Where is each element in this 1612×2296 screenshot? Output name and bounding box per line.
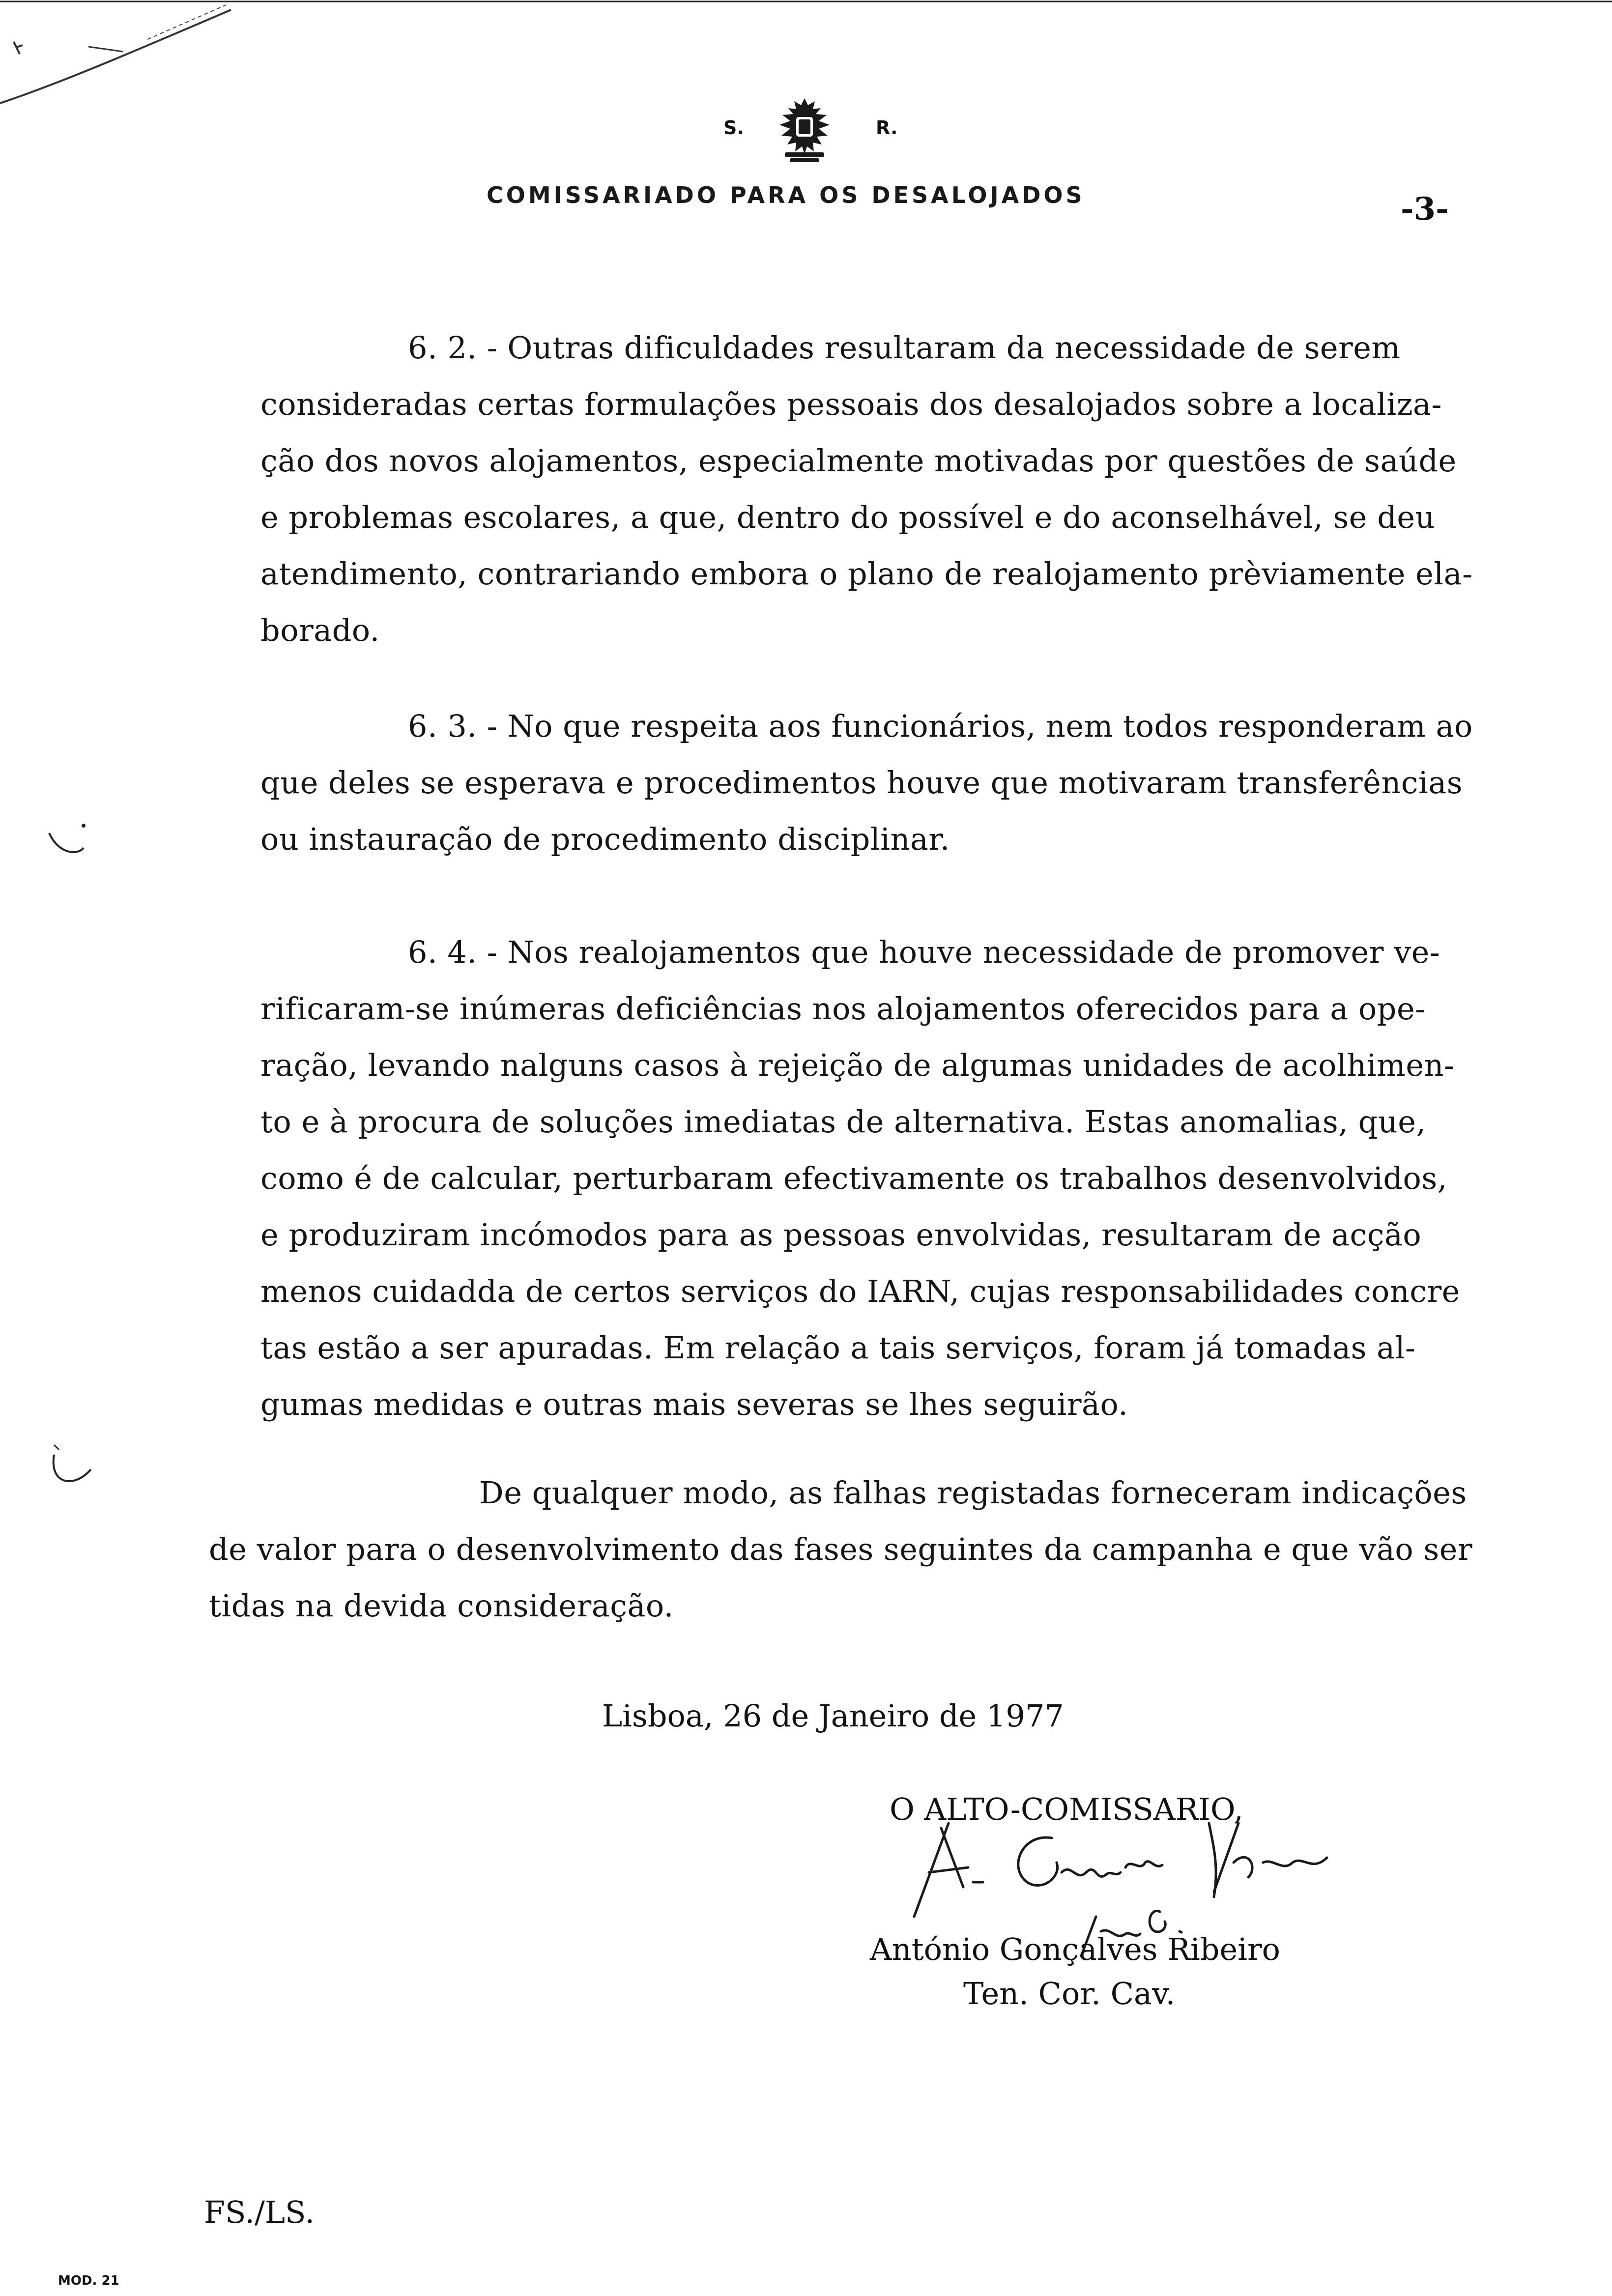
form-code: MOD. 21 [58,2273,119,2288]
text-line: tas estão a ser apuradas. Em relação a tais serviços, foram já tomadas al- [260,1330,1416,1366]
text-line: 6. 2. - Outras dificuldades resultaram da necessidade de serem [408,330,1401,366]
text-line: ou instauração de procedimento disciplinar. [260,821,950,857]
text-line: rificaram-se inúmeras deficiências nos alojamentos oferecidos para a ope- [260,991,1426,1027]
paragraph-6-3 [260,698,1473,867]
signatory-title: O ALTO-COMISSARIO, [890,1791,1243,1827]
text-line: ração, levando nalguns casos à rejeição de algumas unidades de acolhimen- [260,1047,1455,1083]
text-line: 6. 4. - Nos realojamentos que houve necessidade de promover ve- [408,934,1440,970]
header-initial-left: S. [723,117,744,139]
text-line: ção dos novos alojamentos, especialmente motivadas por questões de saúde [260,443,1457,479]
text-line: borado. [260,612,380,648]
text-line: to e à procura de soluções imediatas de alternativa. Estas anomalias, que, [260,1104,1426,1140]
typist-initials: FS./LS. [204,2194,315,2230]
margin-punch-mark [44,1430,103,1499]
signatory-name: António Gonçalves Ribeiro [870,1931,1280,1967]
paragraph-6-4 [260,924,1460,1433]
text-line: De qualquer modo, as falhas registadas forneceram indicações [479,1475,1467,1511]
text-line: de valor para o desenvolvimento das fases seguintes da campanha e que vão ser [209,1531,1473,1567]
text-line: tidas na devida consideração. [209,1588,674,1624]
coat-of-arms-seal-icon [768,94,841,166]
text-line: que deles se esperava e procedimentos houve que motivaram transferências [260,765,1463,801]
text-line: e produziram incómodos para as pessoas envolvidas, resultaram de acção [260,1217,1422,1253]
signatory-rank: Ten. Cor. Cav. [963,1976,1176,2011]
page-number: -3- [1401,191,1449,228]
text-line: menos cuidadda de certos serviços do IARN, cujas responsabilidades concre [260,1273,1460,1309]
text-line: atendimento, contrariando embora o plano de realojamento prèviamente ela- [260,556,1473,592]
paragraph-6-2 [260,319,1473,659]
text-line: e problemas escolares, a que, dentro do possível e do aconselhável, se deu [260,499,1436,535]
margin-punch-mark [44,811,103,870]
pen-stroke-mark [0,0,256,118]
document-date: Lisboa, 26 de Janeiro de 1977 [602,1698,1064,1734]
header-initial-right: R. [876,117,898,139]
text-line: consideradas certas formulações pessoais dos desalojados sobre a localiza- [260,386,1442,422]
paragraph-closing [209,1464,1472,1634]
text-line: 6. 3. - No que respeita aos funcionários, nem todos responderam ao [408,708,1473,744]
text-line: gumas medidas e outras mais severas se lhes seguirão. [260,1386,1128,1422]
text-line: como é de calcular, perturbaram efectivamente os trabalhos desenvolvidos, [260,1160,1447,1196]
organization-name: COMISSARIADO PARA OS DESALOJADOS [487,182,1085,208]
